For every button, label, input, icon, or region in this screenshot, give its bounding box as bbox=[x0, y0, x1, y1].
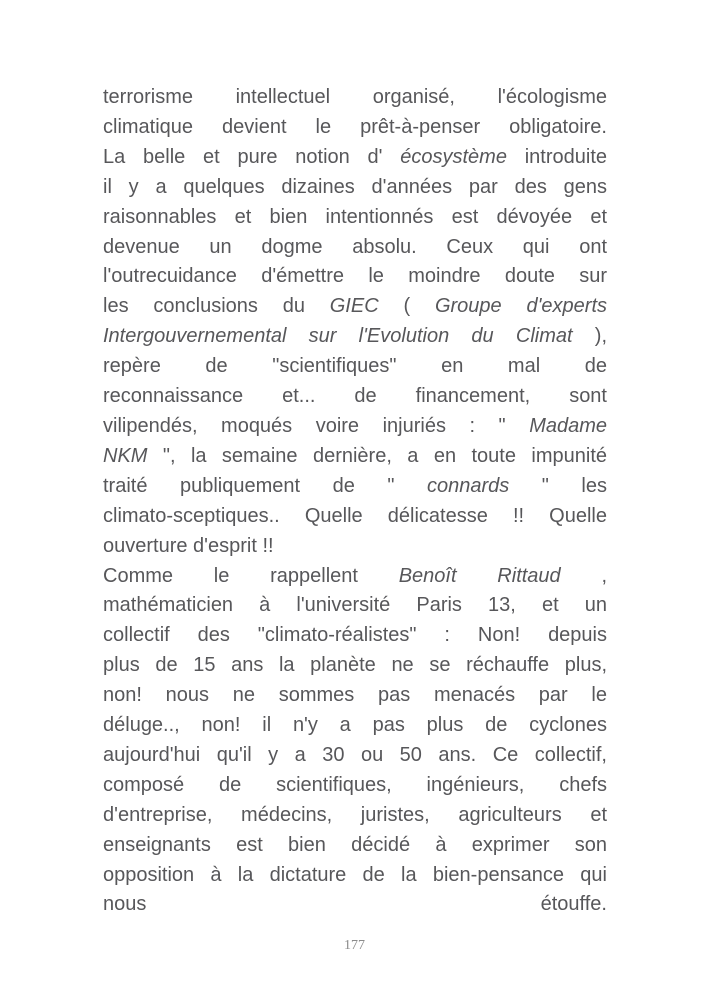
text-line bbox=[103, 591, 607, 621]
text-line bbox=[103, 621, 607, 651]
page-number: 177 bbox=[344, 938, 365, 953]
text-line bbox=[103, 203, 607, 233]
text-segment: Comme le rappellent bbox=[103, 564, 399, 587]
text-segment: collectif des "climato-réalistes" : Non! depuis bbox=[103, 624, 607, 647]
text-segment: traité publiquement de " bbox=[103, 474, 427, 497]
text-line bbox=[103, 801, 607, 831]
text-segment: non! nous ne sommes pas menacés par le bbox=[103, 684, 607, 707]
text-line bbox=[103, 173, 607, 203]
page-text bbox=[103, 83, 607, 920]
text-segment: opposition à la dictature de la bien-pensance qui bbox=[103, 863, 607, 886]
italic-text-segment: NKM bbox=[103, 444, 148, 467]
text-segment: vilipendés, moqués voire injuriés : " bbox=[103, 414, 530, 437]
text-line bbox=[103, 890, 607, 920]
text-segment: composé de scientifiques, ingénieurs, chefs bbox=[103, 773, 607, 796]
text-segment: climato-sceptiques.. Quelle délicatesse !! Quelle bbox=[103, 504, 607, 527]
text-segment: enseignants est bien décidé à exprimer son bbox=[103, 833, 607, 856]
text-segment: ), bbox=[572, 325, 607, 348]
text-segment: climatique devient le prêt-à-penser obligatoire. bbox=[103, 115, 607, 138]
italic-text-segment: GIEC bbox=[329, 295, 379, 318]
text-line bbox=[103, 113, 607, 143]
italic-text-segment: Madame bbox=[529, 414, 607, 437]
text-segment: " les bbox=[509, 474, 607, 497]
text-segment: ouverture d'esprit !! bbox=[103, 534, 274, 557]
text-segment: devenue un dogme absolu. Ceux qui ont bbox=[103, 235, 607, 258]
text-segment: plus de 15 ans la planète ne se réchauffe plus, bbox=[103, 654, 607, 677]
text-line bbox=[103, 472, 607, 502]
text-segment: repère de "scientifiques" en mal de bbox=[103, 355, 607, 378]
italic-text-segment: Benoît Rittaud bbox=[398, 564, 561, 587]
text-segment: reconnaissance et... de financement, sont bbox=[103, 385, 607, 408]
text-line bbox=[103, 262, 607, 292]
text-segment: nous étouffe. bbox=[103, 893, 607, 916]
text-line bbox=[103, 382, 607, 412]
text-line bbox=[103, 292, 607, 322]
text-segment: les conclusions du bbox=[103, 295, 330, 318]
text-line bbox=[103, 412, 607, 442]
text-segment: l'outrecuidance d'émettre le moindre doute sur bbox=[103, 265, 607, 288]
text-line bbox=[103, 532, 607, 562]
text-segment: La belle et pure notion d' bbox=[103, 145, 401, 168]
text-segment: ( bbox=[378, 295, 435, 318]
text-segment: ", la semaine dernière, a en toute impunité bbox=[147, 444, 607, 467]
text-segment: mathématicien à l'université Paris 13, et un bbox=[103, 594, 607, 617]
text-line bbox=[103, 143, 607, 173]
text-segment: déluge.., non! il n'y a pas plus de cyclones bbox=[103, 714, 607, 737]
text-line bbox=[103, 741, 607, 771]
text-line bbox=[103, 831, 607, 861]
text-line bbox=[103, 562, 607, 592]
italic-text-segment: Groupe d'experts bbox=[434, 295, 608, 318]
text-segment: , bbox=[560, 564, 608, 587]
text-segment: d'entreprise, médecins, juristes, agriculteurs et bbox=[103, 803, 607, 826]
text-line bbox=[103, 442, 607, 472]
text-line bbox=[103, 502, 607, 532]
italic-text-segment: connards bbox=[427, 474, 510, 497]
text-segment: introduite bbox=[506, 145, 607, 168]
text-line bbox=[103, 771, 607, 801]
text-line bbox=[103, 861, 607, 891]
text-segment: terrorisme intellectuel organisé, l'écologisme bbox=[103, 86, 607, 108]
italic-text-segment: écosystème bbox=[400, 145, 507, 168]
text-line bbox=[103, 83, 607, 113]
text-line bbox=[103, 233, 607, 263]
text-segment: raisonnables et bien intentionnés est dévoyée et bbox=[103, 205, 607, 228]
text-line bbox=[103, 352, 607, 382]
text-line bbox=[103, 681, 607, 711]
text-line bbox=[103, 322, 607, 352]
text-segment: il y a quelques dizaines d'années par des gens bbox=[103, 175, 607, 198]
text-line bbox=[103, 651, 607, 681]
italic-text-segment: Intergouvernemental sur l'Evolution du Climat bbox=[103, 325, 573, 348]
text-segment: aujourd'hui qu'il y a 30 ou 50 ans. Ce collectif, bbox=[103, 743, 607, 766]
text-line bbox=[103, 711, 607, 741]
